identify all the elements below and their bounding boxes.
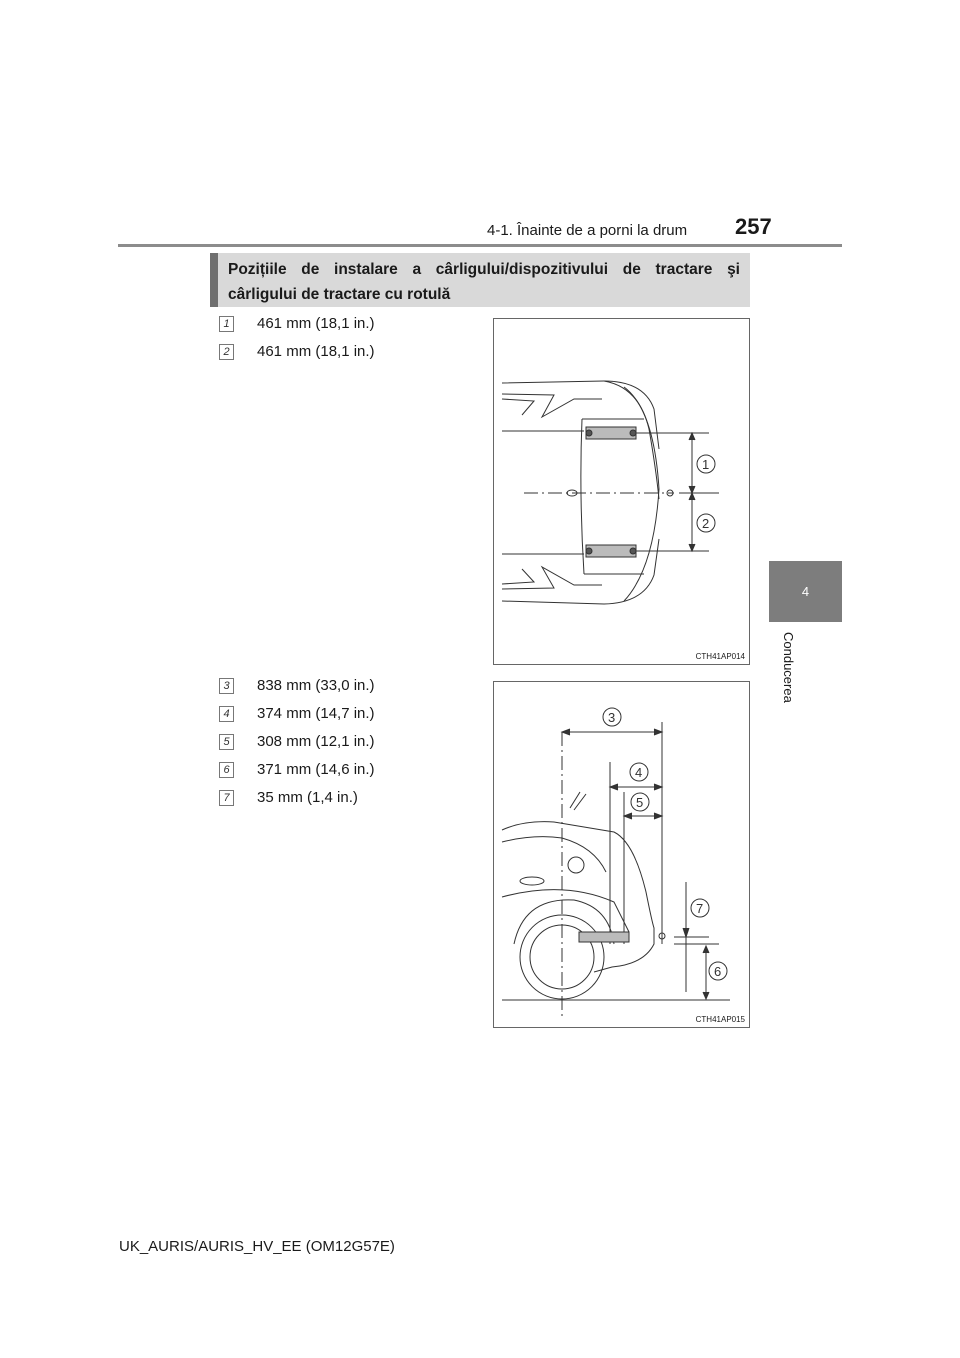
svg-text:4: 4 (635, 765, 643, 780)
chapter-title-vertical (780, 632, 802, 712)
section-title: 4-1. Înainte de a porni la drum (487, 222, 688, 239)
page-number: 257 (735, 214, 772, 239)
dimension-value: 461 mm (18,1 in.) (257, 343, 375, 360)
item-number-badge: 2 (219, 344, 234, 360)
dimension-value: 374 mm (14,7 in.) (257, 705, 375, 722)
figure-code: CTH41AP015 (695, 1015, 745, 1024)
item-number-badge: 3 (219, 678, 234, 694)
dimension-value: 371 mm (14,6 in.) (257, 761, 375, 778)
header-divider (118, 244, 842, 247)
section-heading (210, 253, 750, 307)
chapter-number: 4 (801, 584, 810, 599)
top-view-drawing (494, 319, 751, 666)
section-heading-text: Pozițiile de instalare a cârligului/dispozitivului de tractare şi cârligului de tractare cu rotulă (228, 261, 740, 303)
svg-text:6: 6 (714, 964, 722, 979)
dimension-value: 308 mm (12,1 in.) (257, 733, 375, 750)
dimension-value: 838 mm (33,0 in.) (257, 677, 375, 694)
figure-side-view (493, 681, 750, 1028)
figure-top-view (493, 318, 750, 665)
chapter-title: Conducerea (781, 632, 796, 703)
svg-text:5: 5 (636, 795, 644, 810)
svg-text:7: 7 (696, 901, 704, 916)
item-number-badge: 7 (219, 790, 234, 806)
chapter-tab[interactable] (769, 561, 842, 622)
item-number-badge: 5 (219, 734, 234, 750)
svg-text:2: 2 (702, 516, 710, 531)
svg-text:3: 3 (608, 710, 616, 725)
side-view-drawing (494, 682, 751, 1029)
document-footer: UK_AURIS/AURIS_HV_EE (OM12G57E) (119, 1238, 395, 1255)
item-number-badge: 4 (219, 706, 234, 722)
svg-text:1: 1 (702, 457, 710, 472)
figure-code: CTH41AP014 (695, 652, 745, 661)
dimension-value: 461 mm (18,1 in.) (257, 315, 375, 332)
dimension-value: 35 mm (1,4 in.) (257, 789, 358, 806)
item-number-badge: 1 (219, 316, 234, 332)
item-number-badge: 6 (219, 762, 234, 778)
